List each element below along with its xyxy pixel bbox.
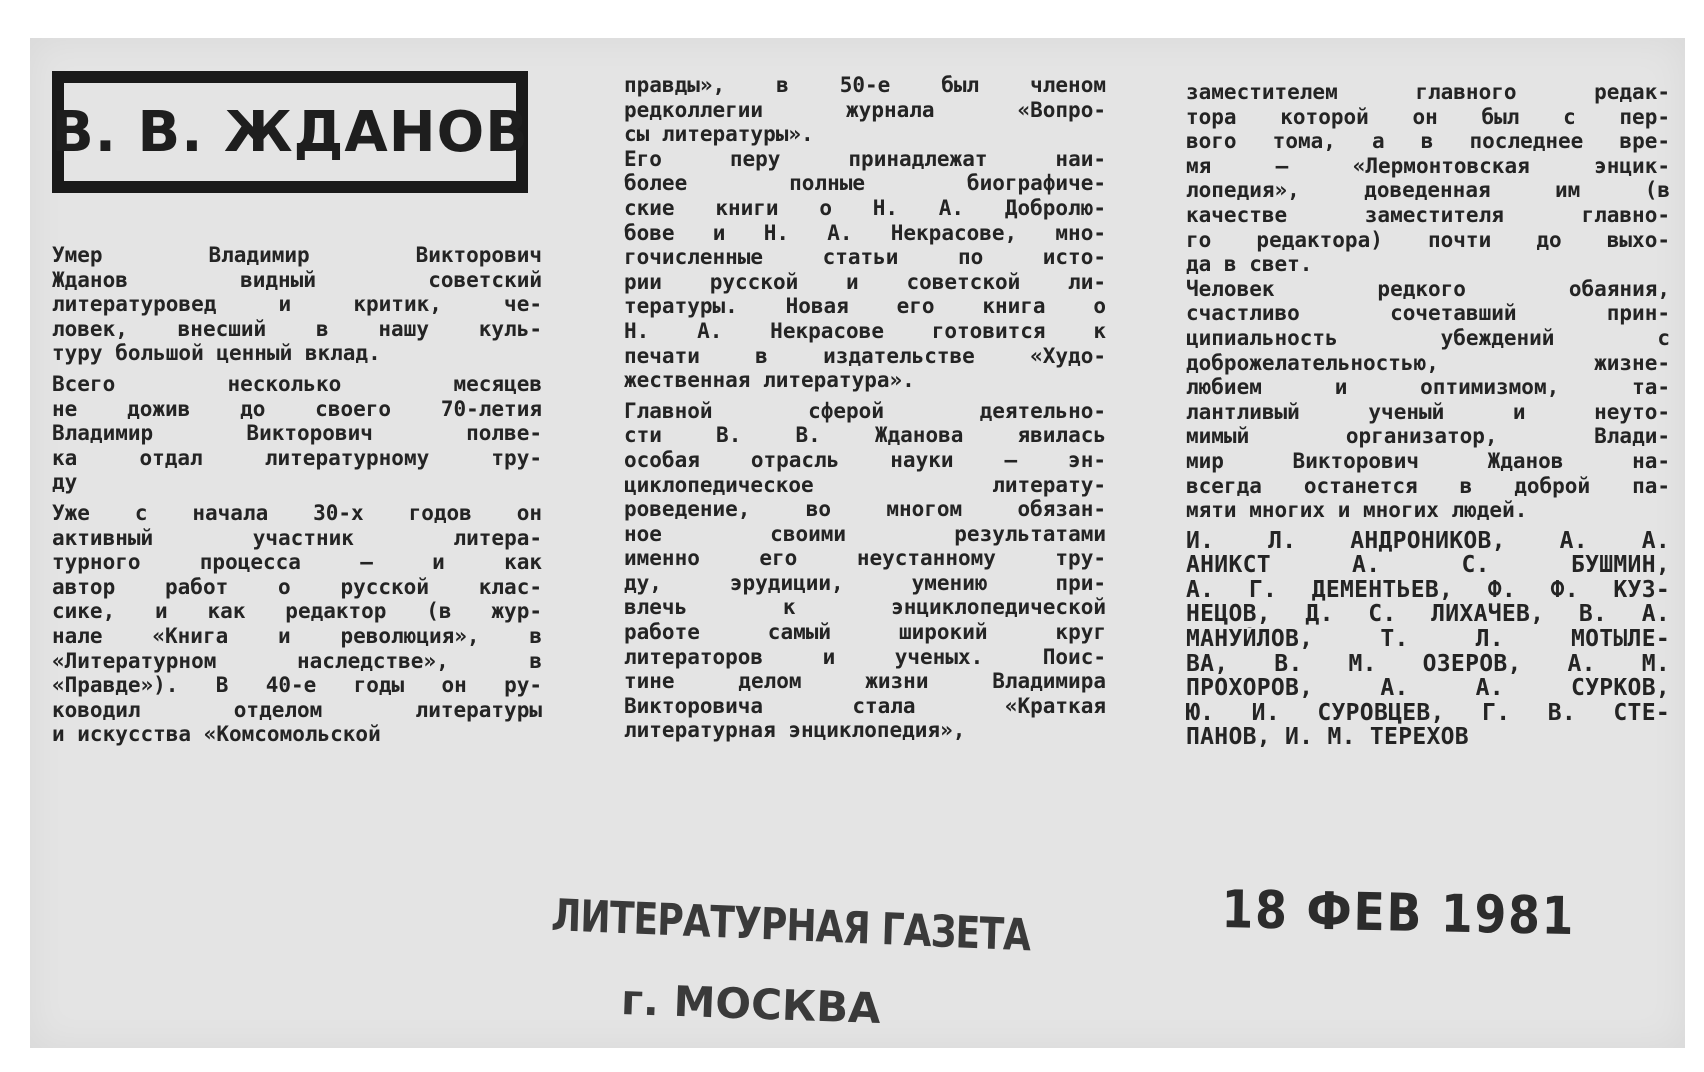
column1-line: турного процесса — и как	[52, 550, 542, 575]
column3-line: да в свет.	[1186, 252, 1313, 277]
signers-line: НЕЦОВ, Д. С. ЛИХАЧЕВ, В. А.	[1186, 602, 1670, 628]
column3-line: качестве заместителя главно-	[1186, 202, 1670, 227]
column2-line: Викторовича стала «Краткая	[624, 693, 1106, 718]
column3-line: любием и оптимизмом, та-	[1186, 375, 1670, 400]
column3-line: лантливый ученый и неуто-	[1186, 399, 1670, 424]
column2-line: Главной сферой деятельно-	[624, 398, 1106, 423]
column2-line: гочисленные статьи по исто-	[624, 245, 1106, 270]
column1-line: ка отдал литературному тру-	[52, 445, 542, 470]
signers-line: А. Г. ДЕМЕНТЬЕВ, Ф. Ф. КУЗ-	[1186, 577, 1670, 603]
column3-line: счастливо сочетавший прин-	[1186, 301, 1670, 326]
column2-line: ские книги о Н. А. Добролю-	[624, 195, 1106, 220]
column1-line: Владимир Викторович полве-	[52, 421, 542, 446]
column2-line: литераторов и ученых. Поис-	[624, 644, 1106, 669]
column2-line: литературная энциклопедия»,	[624, 718, 966, 743]
column1-line: туру большой ценный вклад.	[52, 341, 381, 366]
column2-line: жественная литература».	[624, 368, 915, 393]
signers-line: ПРОХОРОВ, А. А. СУРКОВ,	[1186, 676, 1670, 701]
column3-line: мяти многих и многих людей.	[1186, 498, 1528, 523]
column2-line: сти В. В. Жданова явилась	[624, 423, 1106, 448]
column1-line: Всего несколько месяцев	[52, 371, 542, 396]
column1-line: не дожив до своего 70-летия	[52, 396, 542, 421]
column2-line: тине делом жизни Владимира	[624, 669, 1106, 694]
article-column-2	[624, 73, 1106, 743]
column2-line: правды», в 50-е был членом	[624, 73, 1106, 97]
column1-line: Уже с начала 30-х годов он	[52, 500, 542, 525]
signers-line: ВА, В. М. ОЗЕРОВ, А. М.	[1186, 651, 1670, 677]
column2-line: более полные биографиче-	[624, 171, 1106, 196]
column1-line: литературовед и критик, че-	[52, 292, 542, 317]
headline-frame	[52, 71, 528, 193]
signers-line: МАНУЙЛОВ, Т. Л. МОТЫЛЕ-	[1186, 627, 1670, 652]
column3-line: вого тома, а в последнее вре-	[1186, 129, 1670, 154]
signers-line: АНИКСТ А. С. БУШМИН,	[1186, 553, 1670, 578]
column2-line: печати в издательстве «Худо-	[624, 343, 1106, 368]
column3-line: всегда останется в доброй па-	[1186, 473, 1670, 498]
column1-line: и искусства «Комсомольской	[52, 722, 381, 747]
column1-line: активный участник литера-	[52, 525, 542, 550]
column2-line: именно его неустанному тру-	[624, 546, 1106, 571]
column2-line: тературы. Новая его книга о	[624, 294, 1106, 319]
column2-line: сы литературы».	[624, 122, 814, 147]
column3-line: заместителем главного редак-	[1186, 80, 1670, 104]
column2-line: ное своими результатами	[624, 521, 1106, 546]
signatories-list	[1186, 529, 1670, 750]
column3-line: доброжелательностью, жизне-	[1186, 350, 1670, 375]
column2-line: особая отрасль науки — эн-	[624, 447, 1106, 472]
signers-line: Ю. И. СУРОВЦЕВ, Г. В. СТЕ-	[1186, 700, 1670, 726]
column2-line: Н. А. Некрасове готовится к	[624, 318, 1106, 343]
column2-line: Его перу принадлежат наи-	[624, 146, 1106, 171]
city-stamp: г. МОСКВА	[620, 975, 882, 1034]
column2-line: редколлегии журнала «Вопро-	[624, 97, 1106, 122]
article-column-3	[1186, 80, 1670, 750]
column3-line: тора которой он был с пер-	[1186, 104, 1670, 129]
column2-line: бове и Н. А. Некрасове, мно-	[624, 220, 1106, 245]
column1-line: автор работ о русской клас-	[52, 574, 542, 599]
column2-line: ду, эрудиции, умению при-	[624, 570, 1106, 595]
column2-line: работе самый широкий круг	[624, 620, 1106, 645]
column3-line: мимый организатор, Влади-	[1186, 424, 1670, 449]
article-column-3-body	[1186, 80, 1670, 523]
signers-line: И. Л. АНДРОНИКОВ, А. А.	[1186, 528, 1670, 554]
column2-line: влечь к энциклопедической	[624, 595, 1106, 620]
column1-line: «Литературном наследстве», в	[52, 648, 542, 673]
signers-line: ПАНОВ, И. М. ТЕРЕХОВ	[1186, 725, 1469, 751]
column1-line: ду	[52, 470, 78, 495]
column1-line: «Правде»). В 40-е годы он ру-	[52, 673, 542, 698]
column3-line: мир Викторович Жданов на-	[1186, 448, 1670, 473]
column3-line: лопедия», доведенная им (в	[1186, 178, 1670, 203]
column2-line: циклопедическое литерату-	[624, 472, 1106, 497]
column2-line: роведение, во многом обязан-	[624, 497, 1106, 522]
column1-line: нале «Книга и революция», в	[52, 623, 542, 648]
column1-line: ловек, внесший в нашу куль-	[52, 316, 542, 341]
article-column-1	[52, 243, 542, 747]
column1-line: Умер Владимир Викторович	[52, 243, 542, 267]
headline: В. В. ЖДАНОВ	[51, 99, 529, 165]
column3-line: го редактора) почти до выхо-	[1186, 227, 1670, 252]
column3-line: Человек редкого обаяния,	[1186, 276, 1670, 301]
date-stamp: 18 ФЕВ 1981	[1221, 880, 1576, 948]
column2-line: рии русской и советской ли-	[624, 269, 1106, 294]
column1-line: Жданов видный советский	[52, 267, 542, 292]
column1-line: сике, и как редактор (в жур-	[52, 599, 542, 624]
publication-stamp: ЛИТЕРАТУРНАЯ ГАЗЕТА	[550, 890, 1031, 962]
column3-line: ципиальность убеждений с	[1186, 325, 1670, 350]
column1-line: ководил отделом литературы	[52, 697, 542, 722]
column3-line: мя — «Лермонтовская энцик-	[1186, 153, 1670, 178]
